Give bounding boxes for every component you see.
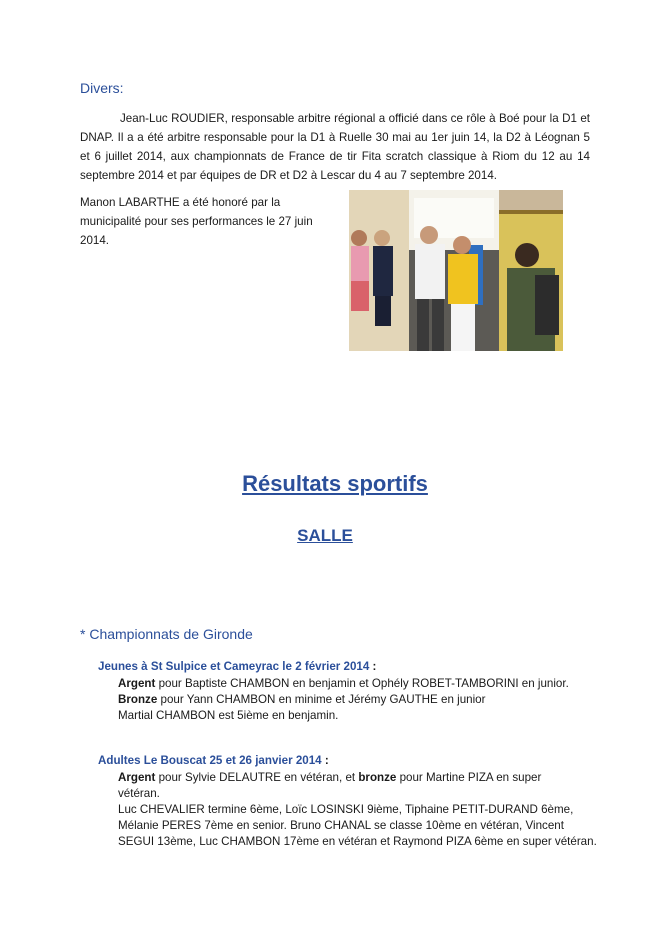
adultes-line-1-text: pour Martine PIZA en super: [396, 771, 542, 784]
adultes-line-5: SEGUI 13ème, Luc CHAMBON 17ème en vétéran et Raymond PIZA 6ème en super vétéran.: [118, 835, 597, 848]
adultes-line-4: Mélanie PERES 7ème en senior. Bruno CHANAL se classe 10ème en vétéran, Vincent: [118, 819, 564, 832]
award-photo: [349, 190, 563, 351]
adultes-heading-suffix: :: [321, 754, 329, 767]
adultes-line-1: [118, 770, 541, 786]
paragraph-roudier: Jean-Luc ROUDIER, responsable arbitre régional a officié dans ce rôle à Boé pour la D1 et DNAP. Il a a été arbitre responsable pour la D1 à Ruelle 30 mai au 1er juin 14, la D2 à Léognan 5 et 6 juillet 2014, aux championnats de France de tir Fita scratch classique à Riom du 12 au 14 septembre 2014 et par équipes de DR et D2 à Lescar du 4 au 7 septembre 2014.: [80, 112, 590, 182]
adultes-line-1-mid: pour Sylvie DELAUTRE en vétéran, et: [155, 771, 359, 784]
adultes-medal-argent: Argent: [118, 771, 156, 784]
adultes-medal-bronze: bronze: [358, 771, 397, 784]
jeunes-line-1: [118, 676, 569, 692]
results-title: Résultats sportifs: [242, 471, 428, 496]
championnats-heading: * Championnats de Gironde: [80, 626, 253, 642]
jeunes-medal-argent: Argent: [118, 677, 156, 690]
jeunes-medal-bronze: Bronze: [118, 693, 158, 706]
adultes-heading: [98, 754, 329, 767]
salle-subtitle: SALLE: [297, 526, 353, 545]
jeunes-heading: [98, 660, 376, 673]
adultes-line-3: Luc CHEVALIER termine 6ème, Loïc LOSINSKI 9ième, Tiphaine PETIT-DURAND 6ème,: [118, 803, 574, 816]
jeunes-heading-text: Jeunes à St Sulpice et Cameyrac le 2 février 2014: [98, 660, 370, 673]
paragraph-labarthe: Manon LABARTHE a été honoré par la municipalité pour ses performances le 27 juin 2014.: [80, 196, 313, 247]
jeunes-heading-suffix: :: [369, 660, 377, 673]
adultes-heading-text: Adultes Le Bouscat 25 et 26 janvier 2014: [98, 754, 322, 767]
jeunes-line-2: [118, 692, 485, 708]
photo-illustration: [349, 190, 563, 351]
jeunes-line-3: Martial CHAMBON est 5ième en benjamin.: [118, 709, 339, 722]
adultes-line-2: vétéran.: [118, 787, 160, 800]
jeunes-line-1-text: pour Baptiste CHAMBON en benjamin et Ophély ROBET-TAMBORINI en junior.: [155, 677, 569, 690]
divers-heading: Divers:: [80, 80, 124, 96]
jeunes-line-2-text: pour Yann CHAMBON en minime et Jérémy GAUTHE en junior: [157, 693, 486, 706]
